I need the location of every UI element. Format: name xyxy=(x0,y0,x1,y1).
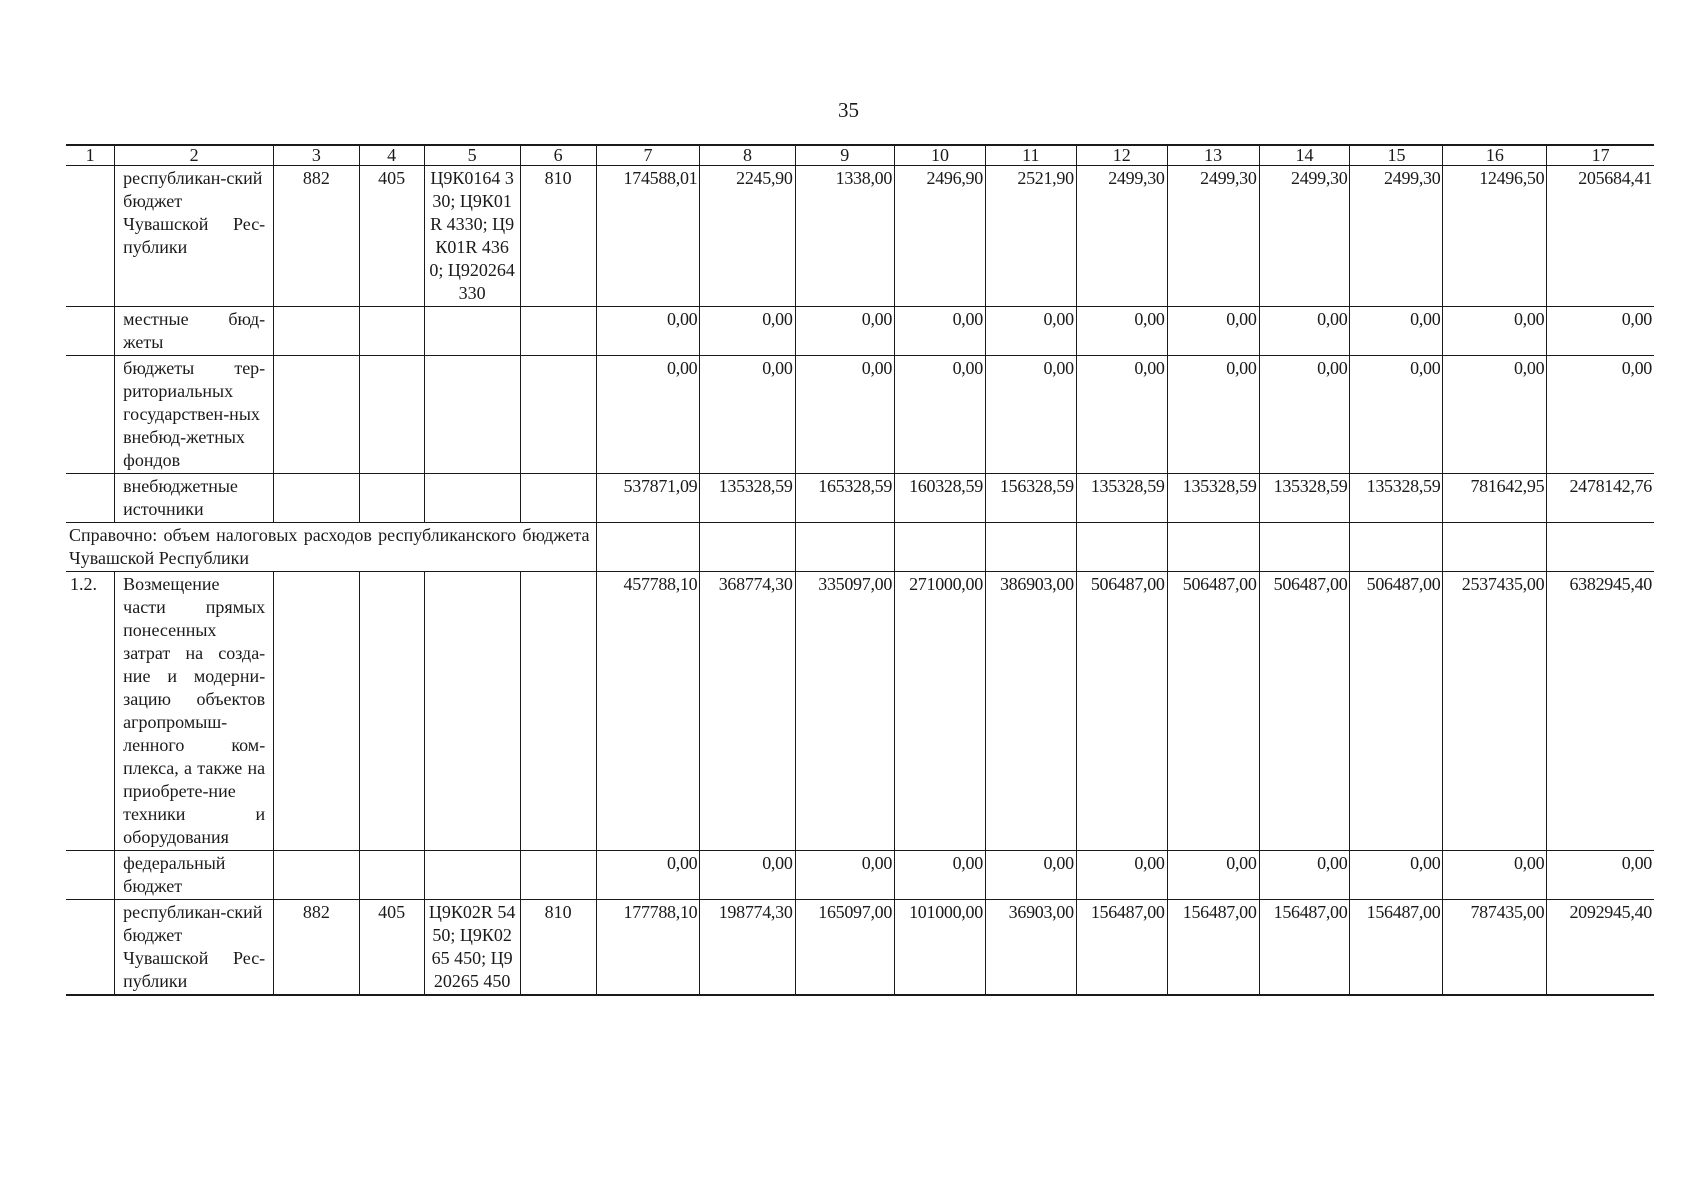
value-cell: 537871,09 xyxy=(596,474,700,523)
value-cell: 2478142,76 xyxy=(1547,474,1654,523)
value-cell: 0,00 xyxy=(1076,851,1167,900)
value-cell: 0,00 xyxy=(596,851,700,900)
value-cell: 165328,59 xyxy=(795,474,895,523)
ministry-code-cell xyxy=(274,572,359,851)
column-header: 2 xyxy=(115,145,274,166)
value-cell: 0,00 xyxy=(1259,851,1350,900)
value-cell: 36903,00 xyxy=(985,900,1076,996)
column-header: 4 xyxy=(359,145,424,166)
value-cell: 2537435,00 xyxy=(1443,572,1547,851)
value-cell: 0,00 xyxy=(1443,307,1547,356)
funding-source-cell: бюджеты тер-риториальных государствен-ных внебюд-жетных фондов xyxy=(115,356,274,474)
empty-cell xyxy=(985,523,1076,572)
value-cell: 2245,90 xyxy=(700,166,795,307)
value-cell: 6382945,40 xyxy=(1547,572,1654,851)
table-row xyxy=(66,166,1654,307)
value-cell: 2499,30 xyxy=(1350,166,1443,307)
value-cell: 0,00 xyxy=(1076,356,1167,474)
value-cell: 0,00 xyxy=(1350,851,1443,900)
empty-cell xyxy=(795,523,895,572)
column-header: 9 xyxy=(795,145,895,166)
target-article-cell xyxy=(424,851,520,900)
value-cell: 0,00 xyxy=(1547,851,1654,900)
value-cell: 0,00 xyxy=(1259,307,1350,356)
funding-source-cell: внебюджетные источники xyxy=(115,474,274,523)
value-cell: 0,00 xyxy=(1350,307,1443,356)
value-cell: 0,00 xyxy=(1443,851,1547,900)
value-cell: 135328,59 xyxy=(1076,474,1167,523)
ministry-code-cell: 882 xyxy=(274,166,359,307)
empty-cell xyxy=(1076,523,1167,572)
value-cell: 0,00 xyxy=(1350,356,1443,474)
value-cell: 0,00 xyxy=(1443,356,1547,474)
value-cell: 0,00 xyxy=(895,307,986,356)
expense-type-cell xyxy=(520,307,596,356)
column-header: 5 xyxy=(424,145,520,166)
reference-note-row xyxy=(66,523,1654,572)
value-cell: 156487,00 xyxy=(1167,900,1259,996)
value-cell: 506487,00 xyxy=(1350,572,1443,851)
section-code-cell: 405 xyxy=(359,900,424,996)
page-number: 35 xyxy=(838,98,859,122)
reference-note-cell: Справочно: объем налоговых расходов республиканского бюджета Чувашской Республики xyxy=(66,523,596,572)
value-cell: 135328,59 xyxy=(1167,474,1259,523)
value-cell: 0,00 xyxy=(1547,356,1654,474)
value-cell: 165097,00 xyxy=(795,900,895,996)
column-header: 1 xyxy=(66,145,115,166)
value-cell: 205684,41 xyxy=(1547,166,1654,307)
funding-source-cell: федеральный бюджет xyxy=(115,851,274,900)
ministry-code-cell xyxy=(274,474,359,523)
value-cell: 506487,00 xyxy=(1076,572,1167,851)
row-number-cell xyxy=(66,851,115,900)
section-code-cell xyxy=(359,474,424,523)
value-cell: 0,00 xyxy=(596,356,700,474)
value-cell: 0,00 xyxy=(700,356,795,474)
value-cell: 0,00 xyxy=(985,356,1076,474)
table-row xyxy=(66,851,1654,900)
value-cell: 156487,00 xyxy=(1076,900,1167,996)
activity-name-cell: Возмещение части прямых понесенных затрат на созда-ние и модерни-зацию объектов агропромыш-ленного ком-плекса, а также на приобрете-ние техники и оборудования xyxy=(115,572,274,851)
ministry-code-cell: 882 xyxy=(274,900,359,996)
expense-type-cell xyxy=(520,474,596,523)
expense-type-cell: 810 xyxy=(520,166,596,307)
column-header: 3 xyxy=(274,145,359,166)
value-cell: 0,00 xyxy=(700,307,795,356)
table-row xyxy=(66,307,1654,356)
expense-type-cell xyxy=(520,356,596,474)
section-code-cell: 405 xyxy=(359,166,424,307)
empty-cell xyxy=(895,523,986,572)
table-row xyxy=(66,900,1654,996)
table-row xyxy=(66,572,1654,851)
empty-cell xyxy=(1547,523,1654,572)
row-number-cell xyxy=(66,356,115,474)
value-cell: 174588,01 xyxy=(596,166,700,307)
target-article-cell xyxy=(424,474,520,523)
value-cell: 0,00 xyxy=(985,307,1076,356)
column-header: 16 xyxy=(1443,145,1547,166)
value-cell: 0,00 xyxy=(795,356,895,474)
column-header: 15 xyxy=(1350,145,1443,166)
ministry-code-cell xyxy=(274,356,359,474)
value-cell: 0,00 xyxy=(596,307,700,356)
value-cell: 781642,95 xyxy=(1443,474,1547,523)
section-code-cell xyxy=(359,572,424,851)
value-cell: 1338,00 xyxy=(795,166,895,307)
empty-cell xyxy=(1167,523,1259,572)
value-cell: 135328,59 xyxy=(700,474,795,523)
value-cell: 177788,10 xyxy=(596,900,700,996)
table-row xyxy=(66,356,1654,474)
empty-cell xyxy=(1350,523,1443,572)
funding-source-cell: республикан-ский бюджет Чувашской Рес-публики xyxy=(115,166,274,307)
value-cell: 0,00 xyxy=(1259,356,1350,474)
target-article-cell xyxy=(424,572,520,851)
target-article-cell: Ц9К0164 330; Ц9К01R 4330; Ц9К01R 4360; Ц920264 330 xyxy=(424,166,520,307)
column-header: 12 xyxy=(1076,145,1167,166)
value-cell: 156487,00 xyxy=(1259,900,1350,996)
column-header: 14 xyxy=(1259,145,1350,166)
value-cell: 2499,30 xyxy=(1076,166,1167,307)
value-cell: 0,00 xyxy=(985,851,1076,900)
table-row xyxy=(66,474,1654,523)
value-cell: 12496,50 xyxy=(1443,166,1547,307)
row-number-cell xyxy=(66,474,115,523)
value-cell: 2499,30 xyxy=(1167,166,1259,307)
value-cell: 0,00 xyxy=(1167,851,1259,900)
target-article-cell: Ц9К02R 5450; Ц9К0265 450; Ц920265 450 xyxy=(424,900,520,996)
value-cell: 0,00 xyxy=(1167,307,1259,356)
column-header: 11 xyxy=(985,145,1076,166)
column-header: 6 xyxy=(520,145,596,166)
target-article-cell xyxy=(424,356,520,474)
section-code-cell xyxy=(359,307,424,356)
value-cell: 0,00 xyxy=(895,851,986,900)
row-number-cell xyxy=(66,307,115,356)
value-cell: 101000,00 xyxy=(895,900,986,996)
value-cell: 198774,30 xyxy=(700,900,795,996)
value-cell: 0,00 xyxy=(795,851,895,900)
expense-type-cell xyxy=(520,572,596,851)
value-cell: 0,00 xyxy=(795,307,895,356)
value-cell: 368774,30 xyxy=(700,572,795,851)
value-cell: 506487,00 xyxy=(1167,572,1259,851)
budget-table xyxy=(66,144,1654,996)
value-cell: 0,00 xyxy=(895,356,986,474)
row-number-cell: 1.2. xyxy=(66,572,115,851)
value-cell: 156487,00 xyxy=(1350,900,1443,996)
expense-type-cell xyxy=(520,851,596,900)
column-header: 10 xyxy=(895,145,986,166)
empty-cell xyxy=(1259,523,1350,572)
value-cell: 335097,00 xyxy=(795,572,895,851)
value-cell: 2092945,40 xyxy=(1547,900,1654,996)
value-cell: 2521,90 xyxy=(985,166,1076,307)
value-cell: 271000,00 xyxy=(895,572,986,851)
row-number-cell xyxy=(66,166,115,307)
value-cell: 0,00 xyxy=(1076,307,1167,356)
section-code-cell xyxy=(359,356,424,474)
ministry-code-cell xyxy=(274,851,359,900)
row-number-cell xyxy=(66,900,115,996)
column-header: 7 xyxy=(596,145,700,166)
column-number-header-row xyxy=(66,145,1654,166)
column-header: 8 xyxy=(700,145,795,166)
column-header: 17 xyxy=(1547,145,1654,166)
value-cell: 386903,00 xyxy=(985,572,1076,851)
value-cell: 506487,00 xyxy=(1259,572,1350,851)
value-cell: 160328,59 xyxy=(895,474,986,523)
funding-source-cell: местные бюд-жеты xyxy=(115,307,274,356)
value-cell: 0,00 xyxy=(1167,356,1259,474)
value-cell: 787435,00 xyxy=(1443,900,1547,996)
empty-cell xyxy=(596,523,700,572)
value-cell: 2496,90 xyxy=(895,166,986,307)
value-cell: 2499,30 xyxy=(1259,166,1350,307)
section-code-cell xyxy=(359,851,424,900)
target-article-cell xyxy=(424,307,520,356)
value-cell: 156328,59 xyxy=(985,474,1076,523)
empty-cell xyxy=(1443,523,1547,572)
value-cell: 135328,59 xyxy=(1350,474,1443,523)
expense-type-cell: 810 xyxy=(520,900,596,996)
value-cell: 457788,10 xyxy=(596,572,700,851)
empty-cell xyxy=(700,523,795,572)
ministry-code-cell xyxy=(274,307,359,356)
funding-source-cell: республикан-ский бюджет Чувашской Рес-публики xyxy=(115,900,274,996)
value-cell: 135328,59 xyxy=(1259,474,1350,523)
value-cell: 0,00 xyxy=(700,851,795,900)
column-header: 13 xyxy=(1167,145,1259,166)
value-cell: 0,00 xyxy=(1547,307,1654,356)
